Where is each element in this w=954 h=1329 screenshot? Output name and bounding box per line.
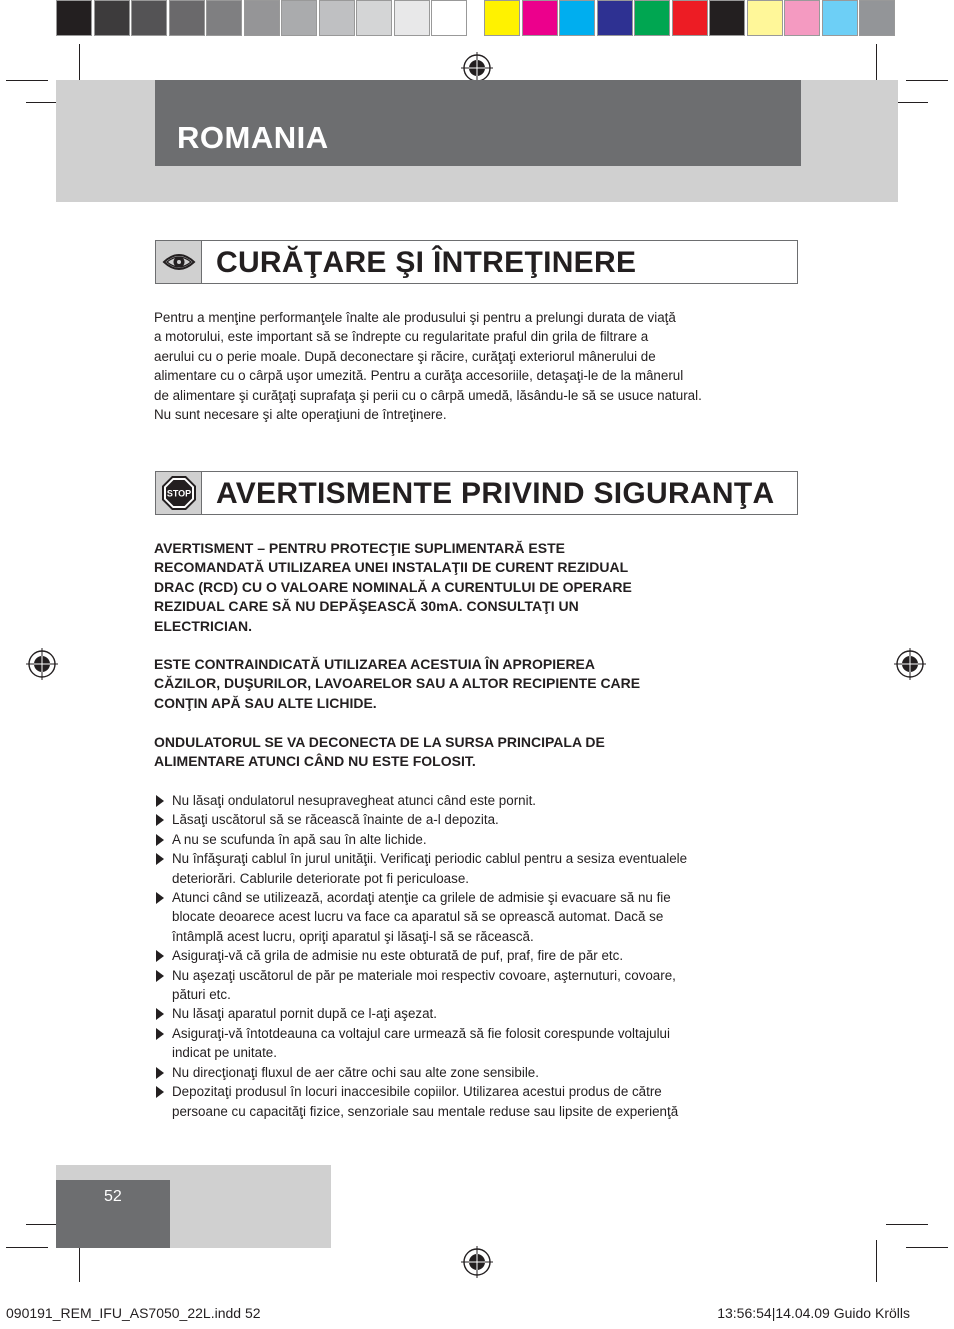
process-swatch — [522, 0, 558, 36]
text-line: CĂZILOR, DUŞURILOR, LAVOARELOR SAU A ALTOR RECIPIENTE CARE — [154, 675, 641, 692]
text-line: Nu lăsaţi ondulatorul nesupravegheat atunci când este pornit. — [172, 793, 537, 808]
grey-swatch — [431, 0, 467, 36]
text-line: Asiguraţi-vă că grila de admisie nu este obturată de puf, praf, fire de păr etc. — [172, 948, 624, 964]
process-swatch — [559, 0, 595, 36]
grey-swatch — [244, 0, 280, 36]
text-line: indicat pe unitate. — [172, 1045, 277, 1061]
safety-title: AVERTISMENTE PRIVIND SIGURANŢA — [216, 477, 775, 510]
timestamp-slug: 13:56:54|14.04.09 Guido Krölls — [717, 1305, 910, 1321]
cleaning-section-heading — [155, 240, 798, 284]
bullet-arrow-icon — [156, 1008, 164, 1020]
text-line: RECOMANDATĂ UTILIZAREA UNEI INSTALAŢII DE CURENT REZIDUAL — [154, 559, 629, 576]
registration-mark-icon — [26, 648, 58, 680]
grey-swatch — [131, 0, 167, 36]
bullet-arrow-icon — [156, 1086, 164, 1098]
list-item — [154, 966, 779, 1005]
list-item — [154, 888, 779, 946]
warning-block — [154, 539, 779, 636]
crop-mark — [906, 1247, 948, 1248]
text-line: Pentru a menţine performanţele înalte ale produsului şi pentru a prelungi durata de viaţă — [154, 310, 676, 325]
process-swatch — [784, 0, 820, 36]
safety-bullet-list — [154, 791, 779, 1121]
process-color-bar — [484, 0, 897, 36]
bullet-arrow-icon — [156, 950, 164, 962]
grey-swatch — [94, 0, 130, 36]
warning-block — [154, 655, 779, 713]
page-title: ROMANIA — [177, 120, 329, 155]
list-item — [154, 849, 779, 888]
text-line: aerului cu o perie moale. După deconectare şi răcire, curăţaţi exteriorul mânerului de — [154, 348, 656, 364]
text-line: Asiguraţi-vă întotdeauna ca voltajul care urmează să fie folosit corespunde voltajului — [172, 1025, 670, 1041]
grey-swatch — [169, 0, 205, 36]
text-line: REZIDUAL CARE SĂ NU DEPĂŞEASCĂ 30mA. CONSULTAŢI UN — [154, 598, 579, 615]
text-line: pături etc. — [172, 987, 231, 1003]
stop-icon — [156, 472, 202, 514]
file-slug: 090191_REM_IFU_AS7050_22L.indd 52 — [6, 1305, 261, 1321]
registration-mark-icon — [461, 1246, 493, 1278]
text-line: Nu lăsaţi aparatul pornit după ce l-aţi aşezat. — [172, 1006, 437, 1022]
text-line: Atunci când se utilizează, acordaţi atenţie ca grilele de admisie şi evacuare să nu fie — [172, 890, 671, 906]
list-item — [154, 946, 779, 965]
text-line: A nu se scufunda în apă sau în alte lichide. — [172, 831, 427, 847]
crop-mark — [906, 80, 948, 81]
list-item — [154, 830, 779, 849]
text-line: Nu aşezaţi uscătorul de păr pe materiale moi respectiv covoare, aşternuturi, covoare, — [172, 967, 676, 983]
bullet-arrow-icon — [156, 970, 164, 982]
crop-mark — [6, 80, 48, 81]
bullet-arrow-icon — [156, 1028, 164, 1040]
safety-section-heading — [155, 471, 798, 515]
list-item — [154, 1004, 779, 1023]
text-line: ESTE CONTRAINDICATĂ UTILIZAREA ACESTUIA ÎN APROPIEREA — [154, 656, 596, 672]
text-line: deteriorări. Cablurile deteriorate pot fi periculoase. — [172, 870, 469, 886]
page-number: 52 — [104, 1188, 122, 1205]
list-item — [154, 791, 779, 810]
grey-swatch — [356, 0, 392, 36]
text-line: a motorului, este important să se îndrepte cu regularitate praful din grila de filtrare a — [154, 329, 649, 345]
text-line: CONŢIN APĂ SAU ALTE LICHIDE. — [154, 694, 377, 711]
process-swatch — [597, 0, 633, 36]
registration-mark-icon — [894, 648, 926, 680]
process-swatch — [747, 0, 783, 36]
process-swatch — [709, 0, 745, 36]
grey-swatch — [319, 0, 355, 36]
process-swatch — [859, 0, 895, 36]
list-item — [154, 1024, 779, 1063]
text-line: ALIMENTARE ATUNCI CÂND NU ESTE FOLOSIT. — [154, 753, 476, 770]
text-line: blocate deoarece acest lucru va face ca aparatul să se oprească automat. Dacă se — [172, 909, 664, 925]
list-item — [154, 810, 779, 829]
text-line: Nu sunt necesare şi alte operaţiuni de întreţinere. — [154, 407, 447, 423]
list-item — [154, 1063, 779, 1082]
text-line: întâmplă acest lucru, opriţi aparatul şi lăsaţi-l să se răcească. — [172, 928, 534, 944]
bullet-arrow-icon — [156, 853, 164, 865]
process-swatch — [822, 0, 858, 36]
cleaning-paragraph — [154, 308, 779, 424]
text-line: ELECTRICIAN. — [154, 617, 252, 634]
grey-swatch — [394, 0, 430, 36]
bullet-arrow-icon — [156, 814, 164, 826]
grey-color-bar — [56, 0, 469, 36]
text-line: alimentare cu o cârpă uşor umezită. Pentru a curăţa accesoriile, detaşaţi-le de la mânerul — [154, 368, 684, 384]
grey-swatch — [56, 0, 92, 36]
bullet-arrow-icon — [156, 1067, 164, 1079]
text-line: persoane cu capacităţi fizice, senzoriale sau mentale reduse sau lipsite de experienţă — [172, 1103, 679, 1119]
text-line: Lăsaţi uscătorul să se răcească înainte de a-l depozita. — [172, 812, 499, 828]
process-swatch — [634, 0, 670, 36]
stop-icon-text: STOP — [166, 488, 191, 499]
bullet-arrow-icon — [156, 892, 164, 904]
bullet-arrow-icon — [156, 834, 164, 846]
crop-mark — [876, 1240, 877, 1282]
text-line: AVERTISMENT – PENTRU PROTECŢIE SUPLIMENTARĂ ESTE — [154, 540, 565, 556]
process-swatch — [484, 0, 520, 36]
text-line: ONDULATORUL SE VA DECONECTA DE LA SURSA PRINCIPALA DE — [154, 734, 605, 750]
text-line: de alimentare şi curăţaţi suprafaţa şi perii cu o cârpă umedă, lăsându-le să se usuce natural. — [154, 387, 702, 403]
text-line: Depozitaţi produsul în locuri inaccesibile copiilor. Utilizarea acestui produs de către — [172, 1084, 662, 1100]
eye-icon — [156, 241, 202, 283]
grey-swatch — [281, 0, 317, 36]
text-line: Nu direcţionaţi fluxul de aer către ochi sau alte zone sensibile. — [172, 1064, 539, 1080]
crop-mark — [6, 1247, 48, 1248]
crop-mark — [886, 1224, 928, 1225]
text-line: Nu înfăşuraţi cablul în jurul unităţii. Verificaţi periodic cablul pentru a sesiza eventualele — [172, 851, 688, 867]
list-item — [154, 1082, 779, 1121]
cleaning-title: CURĂŢARE ŞI ÎNTREŢINERE — [216, 246, 637, 279]
grey-swatch — [206, 0, 242, 36]
text-line: DRAC (RCD) CU O VALOARE NOMINALĂ A CURENTULUI DE OPERARE — [154, 578, 632, 595]
warning-block — [154, 733, 779, 772]
process-swatch — [672, 0, 708, 36]
bullet-arrow-icon — [156, 795, 164, 807]
